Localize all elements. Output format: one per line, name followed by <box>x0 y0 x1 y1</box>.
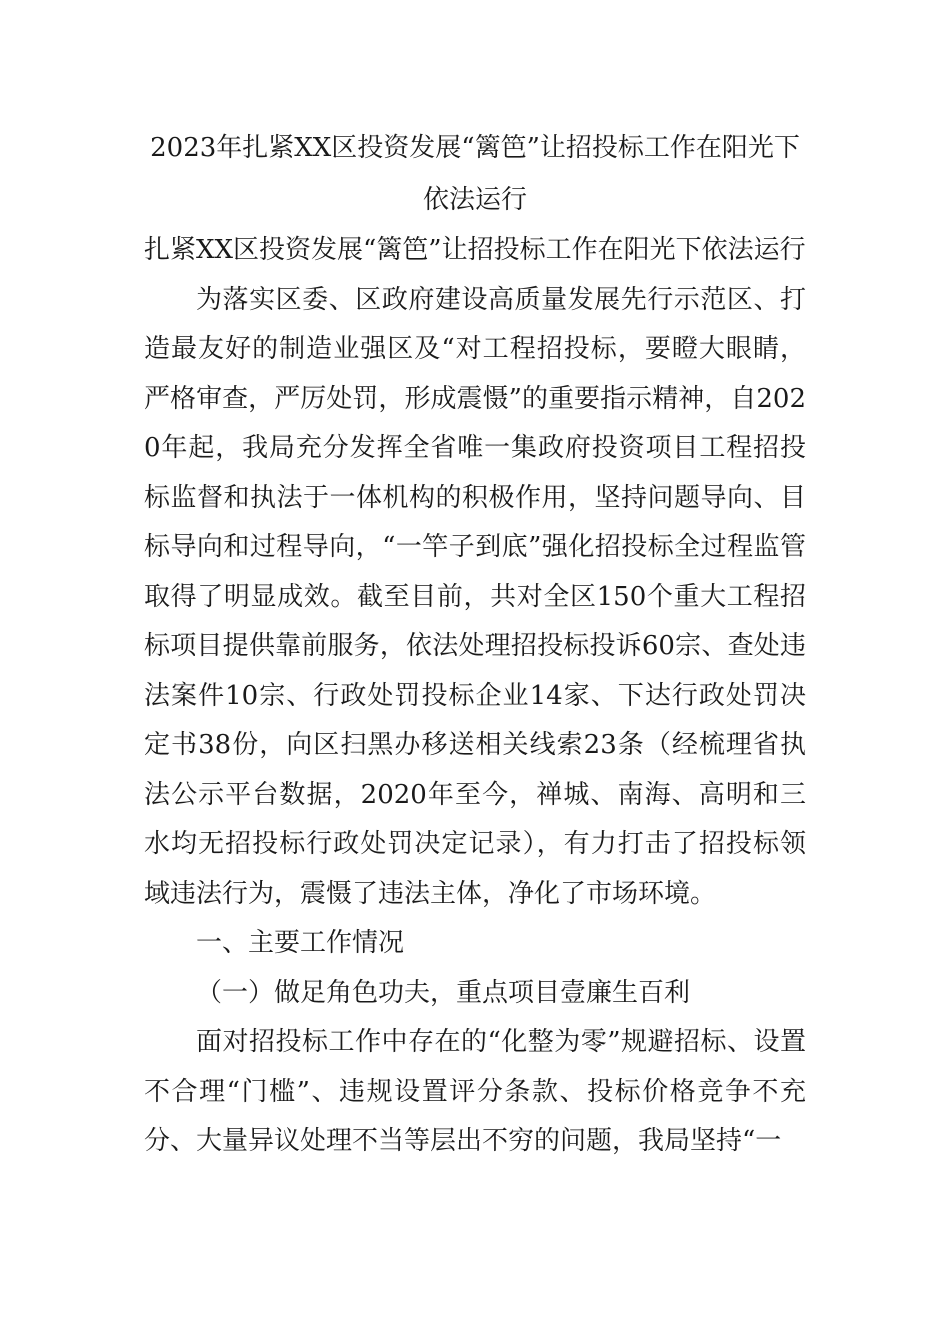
body-paragraph: 面对招投标工作中存在的“化整为零”规避招标、设置不合理“门槛”、违规设置评分条款、投标价格竞争不充分、大量异议处理不当等层出不穷的问题，我局坚持“一 <box>144 1027 806 1156</box>
section-heading: 一、主要工作情况 <box>196 928 405 958</box>
intro-paragraph: 为落实区委、区政府建设高质量发展先行示范区、打造最友好的制造业强区及“对工程招投标，要瞪大眼睛，严格审查，严厉处罚，形成震慑”的重要指示精神，自2020年起，我局充分发挥全省唯一集政府投资项目工程招投标监督和执法于一体机构的积极作用，坚持问题导向、目标导向和过程导向，“一竿子到底”强化招投标全过程监管取得了明显成效。截至目前，共对全区150个重大工程招标项目提供靠前服务，依法处理招投标投诉60宗、查处违法案件10宗、行政处罚投标企业14家、下达行政处罚决定书38份，向区扫黑办移送相关线索23条（经梳理省执法公示平台数据，2020年至今，禅城、南海、高明和三水均无招投标行政处罚决定记录），有力打击了招投标领域违法行为，震慑了违法主体，净化了市场环境。 <box>144 284 806 909</box>
document-subtitle: 扎紧XX区投资发展“篱笆”让招投标工作在阳光下依法运行 <box>144 235 806 265</box>
subsection-heading: （一）做足角色功夫，重点项目壹廉生百利 <box>196 977 691 1008</box>
document-body <box>144 122 806 1167</box>
document-title: 2023年扎紧XX区投资发展“篱笆”让招投标工作在阳光下依法运行 <box>150 133 800 215</box>
